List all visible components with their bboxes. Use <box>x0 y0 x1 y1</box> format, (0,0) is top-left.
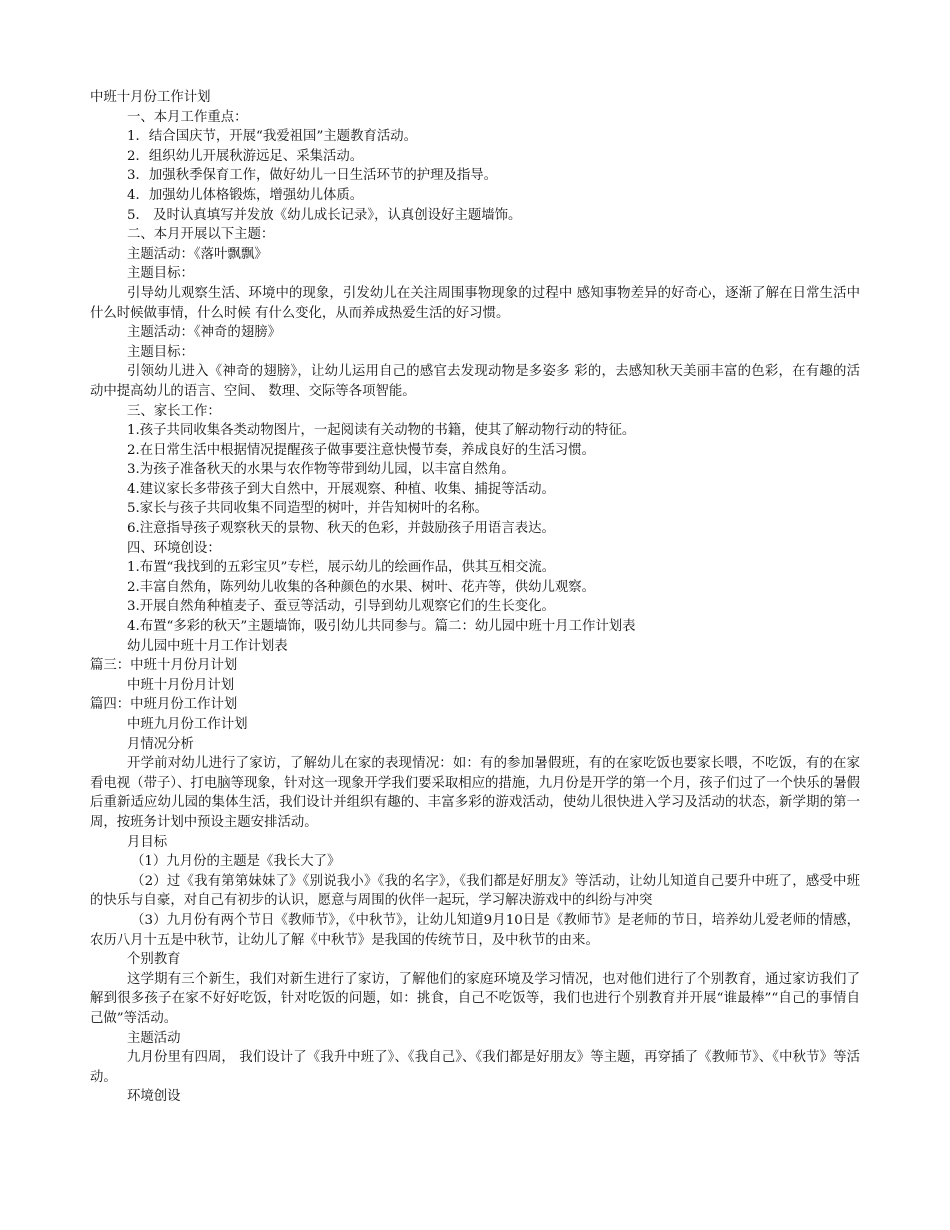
goal-item: （3）九月份有两个节日《教师节》，《中秋节》，让幼儿知道9月10日是《教师节》是老师的节日，培养幼儿爱老师的情感，农历八月十五是中秋节，让幼儿了解《中秋节》是我国的传统节日，及中秋节的由来。 <box>90 912 860 948</box>
part4-title: 中班九月份工作计划 <box>127 717 248 732</box>
monthly-goal-label: 月目标 <box>127 834 168 850</box>
document-title: 中班十月份工作计划 <box>90 90 211 105</box>
section1-item: 2．组织幼儿开展秋游远足、采集活动。 <box>127 148 364 164</box>
individual-text: 这学期有三个新生，我们对新生进行了家访，了解他们的家庭环境及学习情况，也对他们进行了个别教育，通过家访我们了解到很多孩子在家不好好吃饭，针对吃饭的问题，如：挑食，自己不吃饭等，我们也进行个别教育并开展“谁最棒”“自己的事情自己做”等活动。 <box>90 971 860 1026</box>
part2-title: 幼儿园中班十月工作计划表 <box>127 638 288 654</box>
section2-heading: 二、本月开展以下主题： <box>127 227 275 243</box>
part3-heading: 篇三：中班十月份月计划 <box>90 658 238 674</box>
section1-item: 3．加强秋季保育工作，做好幼儿一日生活环节的护理及指导。 <box>127 168 498 184</box>
theme2-goal-text: 引领幼儿进入《神奇的翅膀》，让幼儿运用自己的感官去发现动物是多姿多 彩的，去感知秋天美丽丰富的色彩，在有趣的活动中提高幼儿的语言、空间、 数理、交际等各项智能。 <box>90 364 860 399</box>
section4-item: 4.布置“多彩的秋天”主题墙饰，吸引幼儿共同参与。篇二：幼儿园中班十月工作计划表 <box>127 619 636 635</box>
individual-label: 个别教育 <box>127 952 181 968</box>
section1-item: 5． 及时认真填写并发放《幼儿成长记录》，认真创设好主题墙饰。 <box>127 207 522 223</box>
section3-item: 5.家长与孩子共同收集不同造型的树叶，并告知树叶的名称。 <box>127 501 488 517</box>
theme2-goal-label: 主题目标： <box>127 344 194 360</box>
section1-heading: 一、本月工作重点： <box>127 109 248 125</box>
section4-item: 2.丰富自然角，陈列幼儿收集的各种颜色的水果、树叶、花卉等，供幼儿观察。 <box>127 579 596 595</box>
theme1-goal-label: 主题目标： <box>127 266 194 282</box>
theme2-activity: 主题活动：《神奇的翅膀》 <box>127 325 281 341</box>
section3-heading: 三、家长工作： <box>127 403 221 419</box>
document-page <box>90 88 860 1107</box>
goal-item: （2）过《我有第第妹妹了》《别说我小》《我的名字》，《我们都是好朋友》等活动，让幼儿知道自己要升中班了，感受中班的快乐与自豪，对自己有初步的认识，愿意与周围的伙伴一起玩，学习解决游戏中的纠纷与冲突 <box>90 873 860 909</box>
section3-item: 2.在日常生活中根据情况提醒孩子做事要注意快慢节奏，养成良好的生活习惯。 <box>127 442 596 458</box>
monthly-analysis-text: 开学前对幼儿进行了家访，了解幼儿在家的表现情况：如：有的参加暑假班，有的在家吃饭也要家长喂，不吃饭，有的在家看电视（带子）、打电脑等现象，针对这一现象开学我们要采取相应的措施，九月份是开学的第一个月，孩子们过了一个快乐的暑假后重新适应幼儿园的集体生活，我们设计并组织有趣的、丰富多彩的游戏活动，使幼儿很快进入学习及活动的状态，新学期的第一周，按班务计划中预设主题安排活动。 <box>90 756 860 830</box>
goal-item: （1）九月份的主题是《我长大了》 <box>131 854 341 870</box>
section1-item: 1．结合国庆节，开展“我爱祖国”主题教育活动。 <box>127 129 418 145</box>
section4-item: 3.开展自然角种植麦子、蚕豆等活动，引导到幼儿观察它们的生长变化。 <box>127 599 555 615</box>
section1-item: 4．加强幼儿体格锻炼，增强幼儿体质。 <box>127 187 364 203</box>
theme-label: 主题活动 <box>127 1030 181 1046</box>
monthly-analysis-label: 月情况分析 <box>127 736 194 752</box>
section3-item: 4.建议家长多带孩子到大自然中，开展观察、种植、收集、捕捉等活动。 <box>127 481 555 497</box>
section3-item: 3.为孩子准备秋天的水果与农作物等带到幼儿园，以丰富自然角。 <box>127 462 515 478</box>
theme1-goal-text: 引导幼儿观察生活、环境中的现象，引发幼儿在关注周围事物现象的过程中 感知事物差异的好奇心，逐渐了解在日常生活中什么时候做事情，什么时候 有什么变化，从而养成热爱生活的好习惯。 <box>90 285 860 321</box>
theme-text: 九月份里有四周， 我们设计了《我升中班了》、《我自己》、《我们都是好朋友》等主题，再穿插了《教师节》、《中秋节》等活动。 <box>90 1050 860 1085</box>
section4-heading: 四、环境创设： <box>127 540 221 556</box>
theme1-activity: 主题活动：《落叶飘飘》 <box>127 246 268 262</box>
part3-title: 中班十月份月计划 <box>127 677 235 693</box>
part4-heading: 篇四：中班月份工作计划 <box>90 697 238 713</box>
section3-item: 6.注意指导孩子观察秋天的景物、秋天的色彩，并鼓励孩子用语言表达。 <box>127 521 555 537</box>
section3-item: 1.孩子共同收集各类动物图片，一起阅读有关动物的书籍，使其了解动物行动的特征。 <box>127 423 636 439</box>
environment-label: 环境创设 <box>127 1089 181 1105</box>
section4-item: 1.布置“我找到的五彩宝贝”专栏，展示幼儿的绘画作品，供其互相交流。 <box>127 560 556 576</box>
